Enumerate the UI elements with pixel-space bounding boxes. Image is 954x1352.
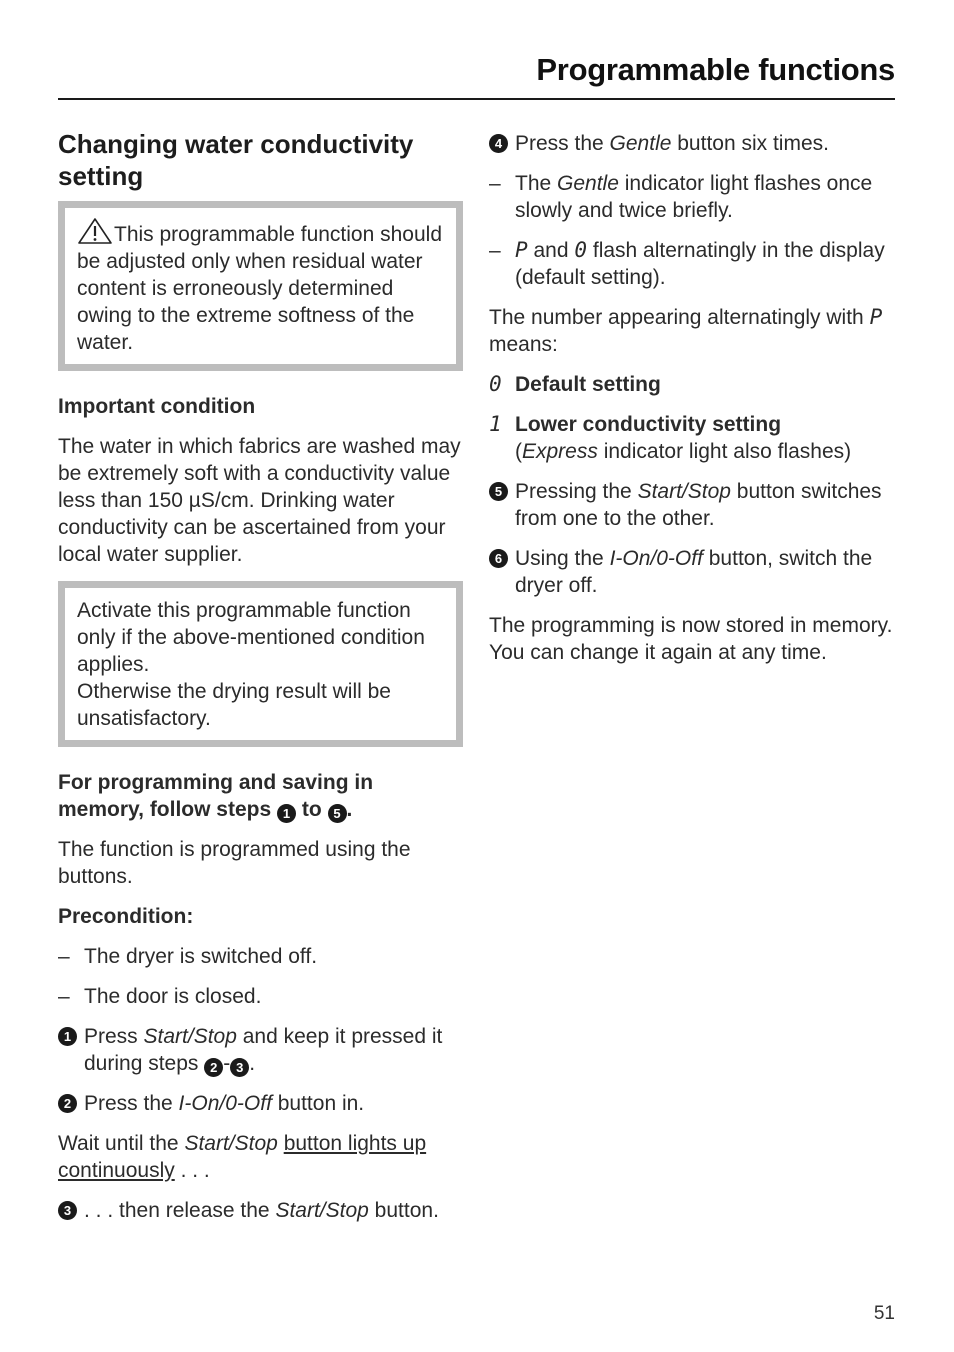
step-4 [489,130,895,157]
option-lower-conductivity [489,411,895,465]
step-text: Pressing the [515,480,638,503]
option-label: Default setting [515,373,661,396]
warning-text: This programmable function should be adjusted only when residual water content is erroneously determined owing to the extreme softness of the water. [77,223,443,354]
important-condition-heading: Important condition [58,395,256,418]
programming-heading-text: For programming and saving in memory, follow steps [58,771,374,821]
result-text: and [527,239,575,262]
result-text: The [515,172,558,195]
step-4-result-item [489,237,895,291]
step-6 [489,545,895,599]
programming-heading-end: . [346,798,353,821]
step-text: . . . then release the [84,1199,276,1222]
step-text: button six times. [671,132,829,155]
precondition-text: The door is closed. [84,985,262,1008]
button-name: Start/Stop [637,480,731,503]
display-symbol-0: 0 [574,238,588,262]
page-title: Programmable functions [536,52,895,87]
step-text: button, switch the dryer off. [515,547,873,597]
closing-text: The programming is now stored in memory. You can change it again at any time. [489,614,893,664]
option-default [489,371,895,398]
dash-marker: – [58,985,70,1008]
step-2 [58,1090,463,1117]
activate-text-2: Otherwise the drying result will be unsatisfactory. [77,680,391,730]
option-note: indicator light also flashes) [597,440,852,463]
step-5-marker: 5 [328,804,347,823]
step-1 [58,1023,463,1077]
section-title: Changing water conductivity setting [58,129,414,191]
meaning-text: The number appearing alternatingly with [489,306,870,329]
header-divider [58,98,895,100]
warning-triangle-icon [77,217,113,245]
step-text: Press the [84,1092,179,1115]
button-name: Start/Stop [143,1025,237,1048]
dash-marker: – [489,172,501,195]
right-column [489,130,895,679]
activate-box [58,581,463,747]
option-note: ( [515,440,522,463]
display-symbol-0: 0 [489,372,502,396]
page-number: 51 [873,1303,895,1324]
dash-marker: – [58,945,70,968]
step-text: Press [84,1025,144,1048]
warning-text-block [77,217,446,356]
result-text: flash alternatingly in the display (default setting). [515,239,885,289]
step-number: 6 [489,549,508,568]
step-number: 2 [58,1094,77,1113]
precondition-heading: Precondition: [58,905,194,928]
wait-text-post: . . . [174,1159,210,1182]
meaning-text: means: [489,333,558,356]
step-text: Press the [515,132,610,155]
activate-text-1: Activate this programmable function only if the above-mentioned condition applies. [77,599,425,676]
programmed-text: The function is programmed using the buttons. [58,838,411,888]
important-condition-text: The water in which fabrics are washed may be extremely soft with a conductivity value less than 150 µS/cm. Drinking water conductivity can be ascertained from your local water supplier. [58,435,461,566]
programming-heading-to: to [296,798,328,821]
display-symbol-p: P [869,305,883,329]
step-text: . [249,1052,256,1075]
step-text: button. [368,1199,439,1222]
step-number: 1 [58,1027,77,1046]
step-text: and keep it pressed it during steps [84,1025,443,1075]
result-text: indicator light flashes once slowly and twice briefly. [515,172,873,222]
step-3 [58,1197,463,1224]
dash-marker: – [489,239,501,262]
wait-text-pre: Wait until the [58,1132,185,1155]
button-name: Start/Stop [275,1199,369,1222]
button-name: Start/Stop [184,1132,278,1155]
step-text: Using the [515,547,610,570]
step-text: button in. [271,1092,365,1115]
button-name: I-On/0-Off [609,547,703,570]
step-1-marker: 1 [277,804,296,823]
precondition-text: The dryer is switched off. [84,945,318,968]
step-3-marker: 3 [230,1058,249,1077]
step-range-separator: - [223,1052,231,1075]
step-number: 4 [489,134,508,153]
wait-text [58,1130,463,1184]
option-label: Lower conductivity setting [515,413,782,436]
button-name: Gentle [557,172,619,195]
programming-heading [58,769,463,823]
step-5 [489,478,895,532]
display-symbol-p: P [515,238,528,262]
warning-box [58,201,463,371]
step-4-result-item [489,170,895,224]
precondition-item [58,943,463,970]
step-2-marker: 2 [204,1058,223,1077]
step-number: 3 [58,1201,77,1220]
display-symbol-1: 1 [489,412,502,436]
number-meaning-text [489,304,895,358]
button-name: I-On/0-Off [178,1092,272,1115]
step-text: button switches from one to the other. [515,480,882,530]
button-name: Gentle [609,132,672,155]
step-number: 5 [489,482,508,501]
precondition-item [58,983,463,1010]
indicator-name: Express [522,440,598,463]
wait-underlined: button lights up continuously [58,1132,427,1182]
left-column [58,128,463,1237]
